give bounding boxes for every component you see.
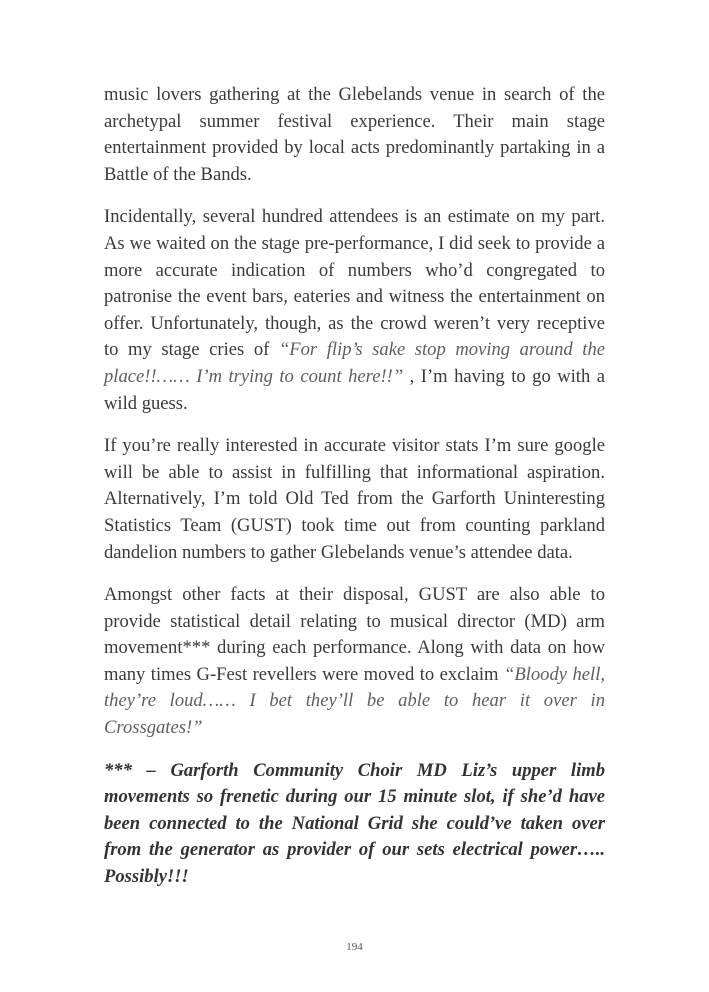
paragraph-2-text-end: , I’m having to go with a wild guess. (104, 365, 605, 414)
paragraph-2-text-start: Incidentally, several hundred attendees is an estimate on my part. As we waited on the stage pre-performance, I did seek to provide a more accurate indication of numbers who’d congregated to patronise the event bars, eateries and witness the entertainment on offer. Unfortunately, though, as the crowd weren’t very receptive to my stage cries of (104, 206, 605, 361)
page-body (104, 82, 605, 891)
paragraph-3-text: If you’re really interested in accurate visitor stats I’m sure google will be able to assist in fulfilling that informational aspiration. Alternatively, I’m told Old Ted from the Garforth Uninteresting Statistics Team (GUST) took time out from counting parkland dandelion numbers to gather Glebelands venue’s attendee data. (104, 435, 605, 563)
page-number: 194 (346, 941, 363, 953)
paragraph-4-quote: “Bloody hell, they’re loud…… I bet they’ll be able to hear it over in Crossgates!” (104, 663, 606, 739)
paragraph-1 (104, 82, 605, 188)
footnote: *** – Garforth Community Choir MD Liz’s upper limb movements so frenetic during our 15 minute slot, if she’d have been connected to the National Grid she could’ve taken over from the generator as provider of our sets electrical power….. Possibly!!! (104, 759, 605, 888)
paragraph-2-quote: “For flip’s sake stop moving around the place!!…… I’m trying to count here!!” (104, 339, 606, 387)
paragraph-1-text: music lovers gathering at the Glebelands venue in search of the archetypal summer festival experience. Their main stage entertainment provided by local acts predominantly partaking in a Battle of the Bands. (104, 84, 605, 185)
paragraph-4 (104, 582, 605, 742)
paragraph-3 (104, 433, 605, 566)
paragraph-2 (104, 204, 605, 417)
paragraph-4-text: Amongst other facts at their disposal, GUST are also able to provide statistical detail relating to musical director (MD) arm movement*** during each performance. Along with data on how many times G-Fest revellers were moved to exclaim (104, 584, 605, 685)
